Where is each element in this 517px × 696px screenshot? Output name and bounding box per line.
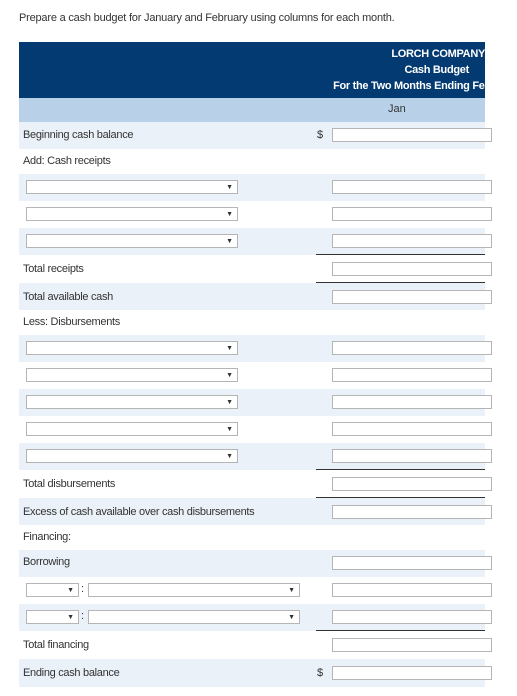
budget-period: For the Two Months Ending February bbox=[333, 80, 517, 92]
row-add-cash-receipts bbox=[19, 149, 485, 174]
jan-financing-2-input[interactable] bbox=[332, 610, 492, 624]
financing-1-item-select[interactable] bbox=[88, 583, 300, 597]
jan-receipt-1-input[interactable] bbox=[332, 180, 492, 194]
jan-borrowing-input[interactable] bbox=[332, 556, 492, 570]
row-financing bbox=[19, 525, 485, 550]
colon-separator: : bbox=[81, 583, 85, 595]
row-label: Total financing bbox=[23, 639, 89, 651]
disbursement-4-select[interactable] bbox=[26, 422, 238, 436]
row-label: Excess of cash available over cash disbursements bbox=[23, 506, 255, 518]
row-label: Beginning cash balance bbox=[23, 129, 134, 141]
jan-total-available-input[interactable] bbox=[332, 290, 492, 304]
jan-financing-1-input[interactable] bbox=[332, 583, 492, 597]
row-financing-1 bbox=[19, 577, 485, 604]
row-label: Financing: bbox=[23, 531, 71, 543]
jan-excess-input[interactable] bbox=[332, 505, 492, 519]
receipt-1-select[interactable] bbox=[26, 180, 238, 194]
jan-total-receipts-input[interactable] bbox=[332, 262, 492, 276]
row-label: Add: Cash receipts bbox=[23, 155, 111, 167]
row-less-disbursements bbox=[19, 310, 485, 335]
financing-2-item-select[interactable] bbox=[88, 610, 300, 624]
row-disbursement-2 bbox=[19, 362, 485, 389]
disbursement-3-select[interactable] bbox=[26, 395, 238, 409]
receipt-3-select[interactable] bbox=[26, 234, 238, 248]
jan-total-financing-input[interactable] bbox=[332, 638, 492, 652]
disbursement-1-select[interactable] bbox=[26, 341, 238, 355]
chevron-down-icon: ▼ bbox=[226, 238, 233, 245]
row-label: Total disbursements bbox=[23, 478, 116, 490]
currency-symbol: $ bbox=[317, 667, 324, 679]
row-label: Less: Disbursements bbox=[23, 316, 121, 328]
row-total-disbursements bbox=[19, 470, 485, 498]
row-label: Borrowing bbox=[23, 556, 70, 568]
instruction-text: Prepare a cash budget for January and February using columns for each month. bbox=[19, 12, 395, 24]
jan-ending-cash-input[interactable] bbox=[332, 666, 492, 680]
chevron-down-icon: ▼ bbox=[67, 614, 74, 621]
row-disbursement-4 bbox=[19, 416, 485, 443]
row-total-receipts bbox=[19, 255, 485, 283]
jan-beginning-cash-input[interactable] bbox=[332, 128, 492, 142]
jan-total-disbursements-input[interactable] bbox=[332, 477, 492, 491]
jan-disbursement-3-input[interactable] bbox=[332, 395, 492, 409]
chevron-down-icon: ▼ bbox=[226, 453, 233, 460]
jan-disbursement-4-input[interactable] bbox=[332, 422, 492, 436]
row-receipt-3 bbox=[19, 228, 485, 255]
row-label: Total available cash bbox=[23, 291, 114, 303]
row-total-financing bbox=[19, 631, 485, 659]
disbursement-5-select[interactable] bbox=[26, 449, 238, 463]
row-beginning-cash bbox=[19, 122, 485, 149]
row-receipt-2 bbox=[19, 201, 485, 228]
currency-symbol: $ bbox=[317, 129, 324, 141]
row-financing-2 bbox=[19, 604, 485, 631]
row-borrowing bbox=[19, 550, 485, 577]
colon-separator: : bbox=[81, 610, 85, 622]
jan-disbursement-5-input[interactable] bbox=[332, 449, 492, 463]
row-receipt-1 bbox=[19, 174, 485, 201]
column-header-row bbox=[19, 98, 485, 122]
receipt-2-select[interactable] bbox=[26, 207, 238, 221]
budget-header bbox=[19, 42, 517, 98]
row-label: Ending cash balance bbox=[23, 667, 120, 679]
company-name: LORCH COMPANY bbox=[391, 48, 485, 60]
jan-disbursement-1-input[interactable] bbox=[332, 341, 492, 355]
chevron-down-icon: ▼ bbox=[288, 614, 295, 621]
financing-1-type-select[interactable] bbox=[26, 583, 79, 597]
row-disbursement-3 bbox=[19, 389, 485, 416]
chevron-down-icon: ▼ bbox=[67, 587, 74, 594]
row-disbursement-1 bbox=[19, 335, 485, 362]
chevron-down-icon: ▼ bbox=[226, 399, 233, 406]
budget-title: Cash Budget bbox=[404, 64, 469, 76]
chevron-down-icon: ▼ bbox=[226, 211, 233, 218]
chevron-down-icon: ▼ bbox=[226, 372, 233, 379]
disbursement-2-select[interactable] bbox=[26, 368, 238, 382]
row-ending-cash bbox=[19, 659, 485, 687]
cash-budget-table bbox=[19, 42, 517, 696]
jan-receipt-2-input[interactable] bbox=[332, 207, 492, 221]
chevron-down-icon: ▼ bbox=[288, 587, 295, 594]
jan-disbursement-2-input[interactable] bbox=[332, 368, 492, 382]
financing-2-type-select[interactable] bbox=[26, 610, 79, 624]
row-excess bbox=[19, 498, 485, 525]
row-disbursement-5 bbox=[19, 443, 485, 470]
column-header-jan: Jan bbox=[388, 103, 406, 115]
chevron-down-icon: ▼ bbox=[226, 426, 233, 433]
jan-receipt-3-input[interactable] bbox=[332, 234, 492, 248]
chevron-down-icon: ▼ bbox=[226, 345, 233, 352]
row-total-available bbox=[19, 283, 485, 310]
chevron-down-icon: ▼ bbox=[226, 184, 233, 191]
row-label: Total receipts bbox=[23, 263, 84, 275]
